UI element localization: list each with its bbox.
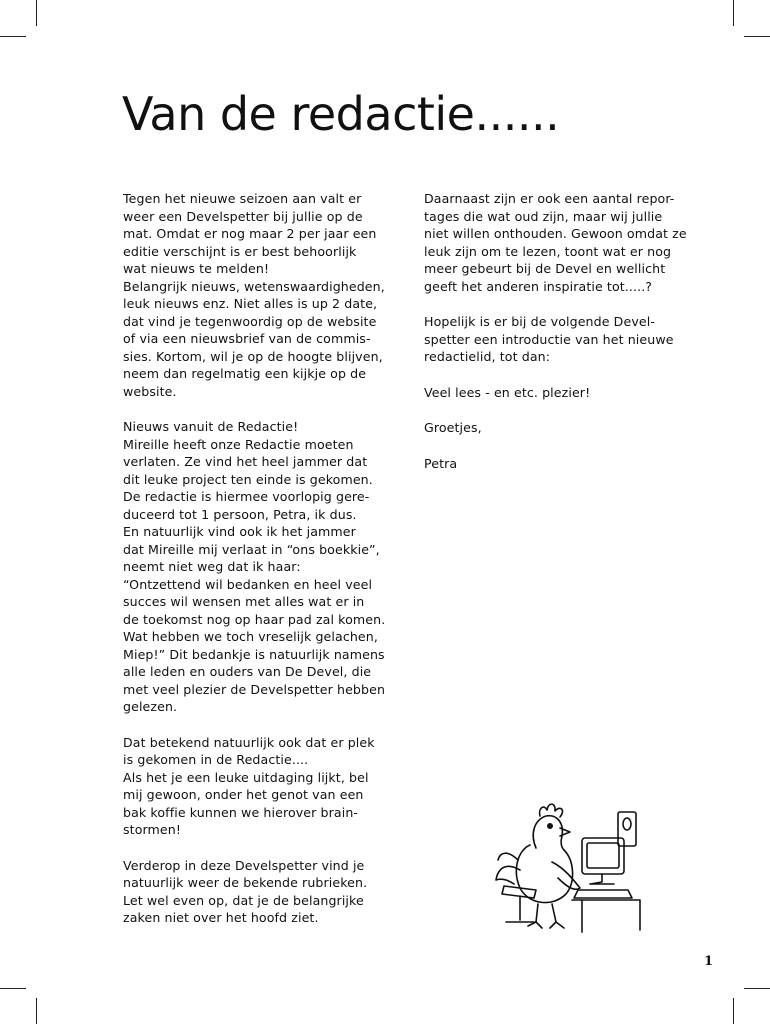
left-paragraph [123,418,423,716]
text-line: En natuurlijk vind ook ik het jammer [123,524,356,539]
text-line: Let wel even op, dat je de belangrijke [123,892,364,908]
text-line: neemt niet weg dat ik haar: [123,559,301,574]
text-line: met veel plezier de Develspetter hebben [123,681,386,697]
text-line: tages die wat oud zijn, maar wij jullie [424,208,663,224]
text-line: mat. Omdat er nog maar 2 per jaar een [123,226,377,241]
crop-mark [36,998,37,1024]
text-line: leuk nieuws enz. Niet alles is up 2 date, [123,296,378,311]
right-paragraph [424,419,709,437]
left-paragraph [123,190,423,400]
text-line: Mireille heeft onze Redactie moeten [123,436,354,452]
left-paragraph [123,857,423,927]
text-line: bak koffie kunnen we hierover brain- [123,804,359,820]
text-line: “Ontzettend wil bedanken en heel veel [123,576,373,592]
right-column [424,190,709,490]
text-line: stormen! [123,822,182,837]
text-line: Belangrijk nieuws, wetenswaardigheden, [123,278,385,294]
crop-mark [744,988,770,989]
crop-mark [744,36,770,37]
page-title: Van de redactie...... [122,87,560,141]
left-paragraph [123,734,423,839]
text-line: Groetjes, [424,420,482,435]
text-line: geeft het anderen inspiratie tot.....? [424,278,653,294]
text-line: natuurlijk weer de bekende rubrieken. [123,875,368,890]
crop-mark [36,0,37,26]
text-line: spetter een introductie van het nieuwe [424,331,674,347]
text-line: dit leuke project ten einde is gekomen. [123,471,373,487]
crop-mark [733,0,734,26]
left-column [123,190,423,945]
text-line: weer een Develspetter bij jullie op de [123,208,363,224]
text-line: wat nieuws te melden! [123,261,270,276]
right-paragraph [424,190,709,295]
text-line: Tegen het nieuwe seizoen aan valt er [123,191,362,206]
text-line: De redactie is hiermee voorlopig gere- [123,489,370,504]
text-line: de toekomst nog op haar pad zal komen. [123,611,386,627]
text-line: Miep!” Dit bedankje is natuurlijk namens [123,646,385,662]
text-line: Hopelijk is er bij de volgende Devel- [424,314,655,329]
text-line: website. [123,383,177,399]
text-line: Dat betekend natuurlijk ook dat er plek [123,734,375,750]
text-line: Wat hebben we toch vreselijk gelachen, [123,629,378,644]
right-paragraph [424,384,709,402]
crop-mark [733,998,734,1024]
text-line: niet willen onthouden. Gewoon omdat ze [424,226,687,241]
text-line: dat vind je tegenwoordig op de website [123,313,377,329]
text-line: redactielid, tot dan: [424,349,551,364]
text-line: Petra [424,455,458,471]
text-line: dat Mireille mij verlaat in “ons boekkie”, [123,541,380,557]
text-line: editie verschijnt is er best behoorlijk [123,243,357,259]
text-line: mij gewoon, onder het genot van een [123,787,364,802]
text-line: duceerd tot 1 persoon, Petra, ik dus. [123,506,357,522]
text-line: succes wil wensen met alles wat er in [123,594,365,609]
text-line: Veel lees - en etc. plezier! [424,384,591,400]
text-line: sies. Kortom, wil je op de hoogte blijven, [123,348,383,364]
page-number: 1 [704,954,714,969]
text-line: is gekomen in de Redactie.... [123,752,309,767]
text-line: Daarnaast zijn er ook een aantal repor- [424,191,675,206]
crop-mark [0,36,26,37]
text-line: verlaten. Ze vind het heel jammer dat [123,454,368,469]
text-line: zaken niet over het hoofd ziet. [123,910,319,925]
chicken-computer-illustration [490,790,650,940]
text-line: Als het je een leuke uitdaging lijkt, bel [123,769,369,785]
crop-mark [0,988,26,989]
text-line: Verderop in deze Develspetter vind je [123,857,365,873]
text-line: neem dan regelmatig een kijkje op de [123,366,367,381]
text-line: meer gebeurt bij de Devel en wellicht [424,261,666,276]
text-line: gelezen. [123,699,178,714]
text-line: Nieuws vanuit de Redactie! [123,419,299,434]
right-paragraph [424,455,709,473]
right-paragraph [424,313,709,366]
text-line: of via een nieuwsbrief van de commis- [123,331,371,346]
text-line: alle leden en ouders van De Devel, die [123,664,372,679]
text-line: leuk zijn om te lezen, toont wat er nog [424,243,672,259]
